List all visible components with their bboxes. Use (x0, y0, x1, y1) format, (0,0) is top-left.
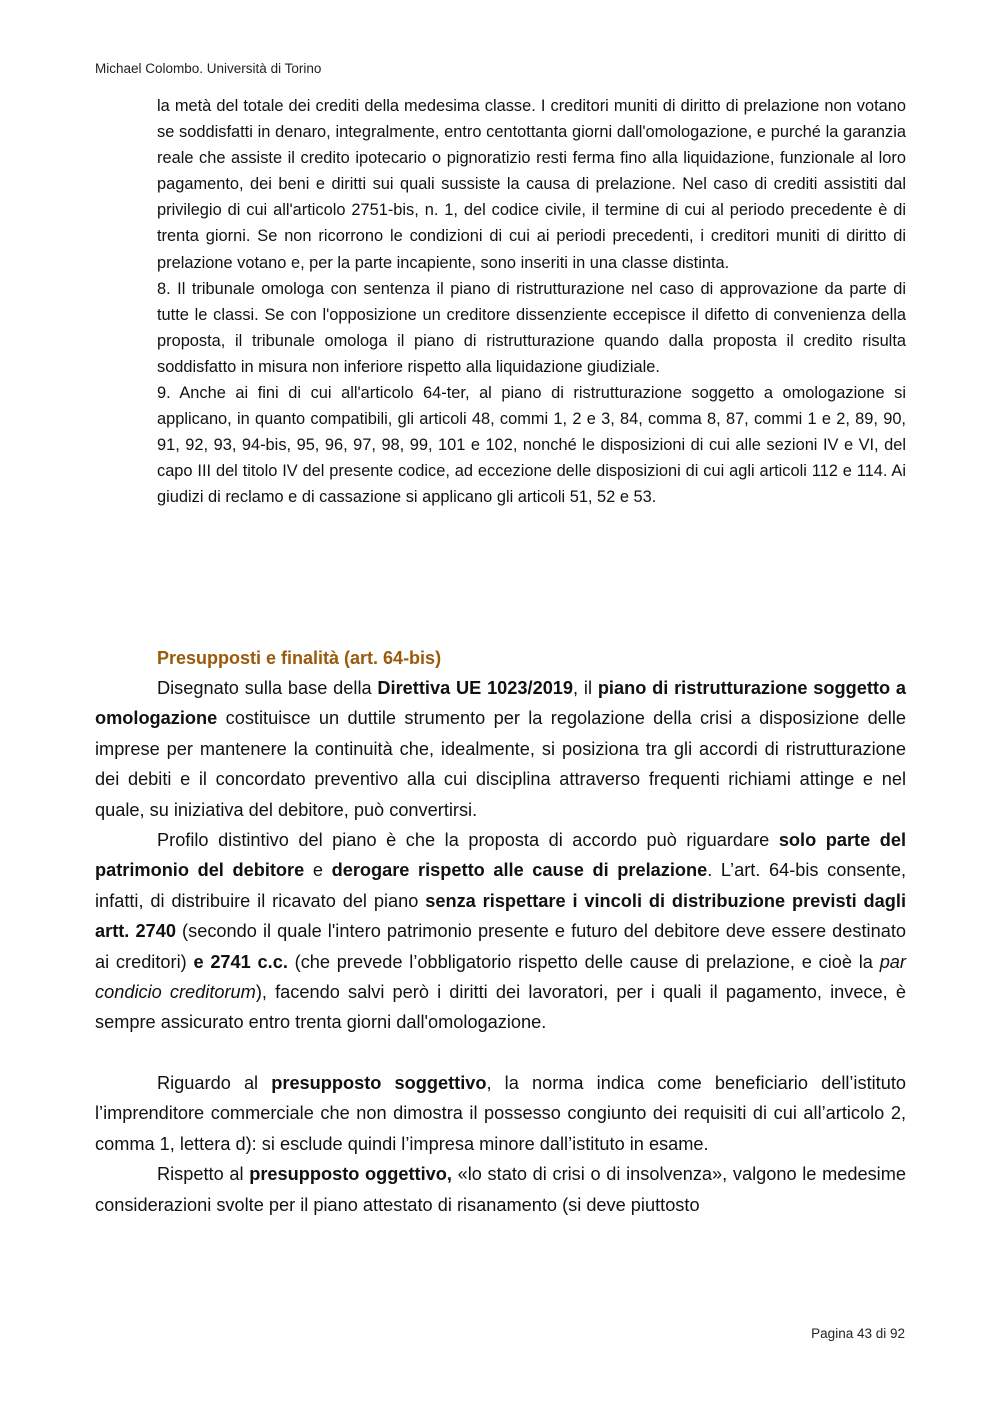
text-run: , la norma indica come beneficiario dell’istituto l’imprenditore commerciale che non dimostra il possesso congiunto dei requisiti di cui all’articolo 2, comma 1, lettera d): si esclude quindi l’impresa minore dall’istituto in esame. (95, 1072, 907, 1154)
quoted-law-text (157, 93, 906, 511)
bold-run: Direttiva UE 1023/2019 (377, 678, 574, 698)
text-run: (secondo il quale l'intero patrimonio presente e futuro del debitore deve essere destinato ai creditori) (95, 921, 906, 972)
text-run: e (304, 860, 332, 881)
body-paragraph-3 (95, 1068, 906, 1159)
body-paragraph-2 (95, 825, 906, 1038)
page-number: Pagina 43 di 92 (811, 1326, 905, 1341)
bold-run: senza rispettare i vincoli di distribuzione previsti dagli artt. 2740 (95, 890, 906, 942)
bold-run: presupposto soggettivo (271, 1072, 487, 1093)
bold-run: e 2741 c.c. (193, 951, 288, 972)
running-header: Michael Colombo. Università di Torino (95, 61, 322, 76)
bold-run: piano di ristrutturazione soggetto a omologazione (95, 678, 906, 729)
text-run: costituisce un duttile strumento per la regolazione della crisi a disposizione delle imprese per mantenere la continuità che, idealmente, si posiziona tra gli accordi di ristrutturazione dei debiti e il concordato preventivo alla cui disciplina attraverso frequenti richiami attinge e nel quale, su iniziativa del debitore, può convertirsi. (95, 708, 906, 820)
quote-paragraph-7-end: la metà del totale dei crediti della medesima classe. I creditori muniti di diritto di prelazione non votano se soddisfatti in denaro, integralmente, entro centottanta giorni dall'omologazione, e purché la garanzia reale che assiste il credito ipotecario o pignoratizio resti ferma fino alla liquidazione, funzionale al loro pagamento, dei beni e diritti sui quali sussiste la causa di prelazione. Nel caso di crediti assistiti dal privilegio di cui all'articolo 2751-bis, n. 1, del codice civile, il termine di cui al periodo precedente è di trenta giorni. Se non ricorrono le condizioni di cui ai periodi precedenti, i creditori muniti di diritto di prelazione votano e, per la parte incapiente, sono inseriti in una classe distinta. (157, 97, 906, 272)
body-paragraph-4 (95, 1159, 906, 1220)
section-heading: Presupposti e finalità (art. 64-bis) (157, 648, 442, 668)
italic-run: par condicio creditorum (95, 951, 906, 1003)
body-paragraph-1 (95, 673, 906, 825)
text-run: Rispetto al (157, 1164, 250, 1185)
text-run: Riguardo al (157, 1072, 272, 1093)
text-run: Disegnato sulla base della (157, 678, 378, 698)
quote-paragraph-8: 8. Il tribunale omologa con sentenza il piano di ristrutturazione nel caso di approvazione da parte di tutte le classi. Se con l'opposizione un creditore dissenziente eccepisce il difetto di convenienza della proposta, il tribunale omologa il piano di ristrutturazione quando dalla proposta il credito risulta soddisfatto in misura non inferiore rispetto alla liquidazione giudiziale. (157, 279, 906, 376)
text-run: ), facendo salvi però i diritti dei lavoratori, per i quali il pagamento, invece, è sempre assicurato entro trenta giorni dall'omologazione. (95, 982, 906, 1033)
bold-run: solo parte del patrimonio del debitore (95, 830, 906, 881)
body-block-1 (95, 673, 906, 1220)
text-run: (che prevede l’obbligatorio rispetto delle cause di prelazione, e cioè la (287, 951, 880, 972)
text-run: . L’art. 64-bis consente, infatti, di distribuire il ricavato del piano (95, 860, 906, 911)
bold-run: derogare rispetto alle cause di prelazione (331, 860, 708, 881)
bold-run: presupposto oggettivo, (249, 1164, 452, 1185)
quote-paragraph-9: 9. Anche ai fini di cui all'articolo 64-ter, al piano di ristrutturazione soggetto a omologazione si applicano, in quanto compatibili, gli articoli 48, commi 1, 2 e 3, 84, comma 8, 87, commi 1 e 2, 89, 90, 91, 92, 93, 94-bis, 95, 96, 97, 98, 99, 101 e 102, nonché le disposizioni di cui alle sezioni IV e VI, del capo III del titolo IV del presente codice, ad eccezione delle disposizioni di cui agli articoli 112 e 114. Ai giudizi di reclamo e di cassazione si applicano gli articoli 51, 52 e 53. (157, 384, 906, 507)
text-run: «lo stato di crisi o di insolvenza», valgono le medesime considerazioni svolte per il piano attestato di risanamento (si deve piuttosto (95, 1164, 906, 1215)
text-run: , il (573, 678, 598, 698)
text-run: Profilo distintivo del piano è che la proposta di accordo può riguardare (157, 830, 779, 851)
